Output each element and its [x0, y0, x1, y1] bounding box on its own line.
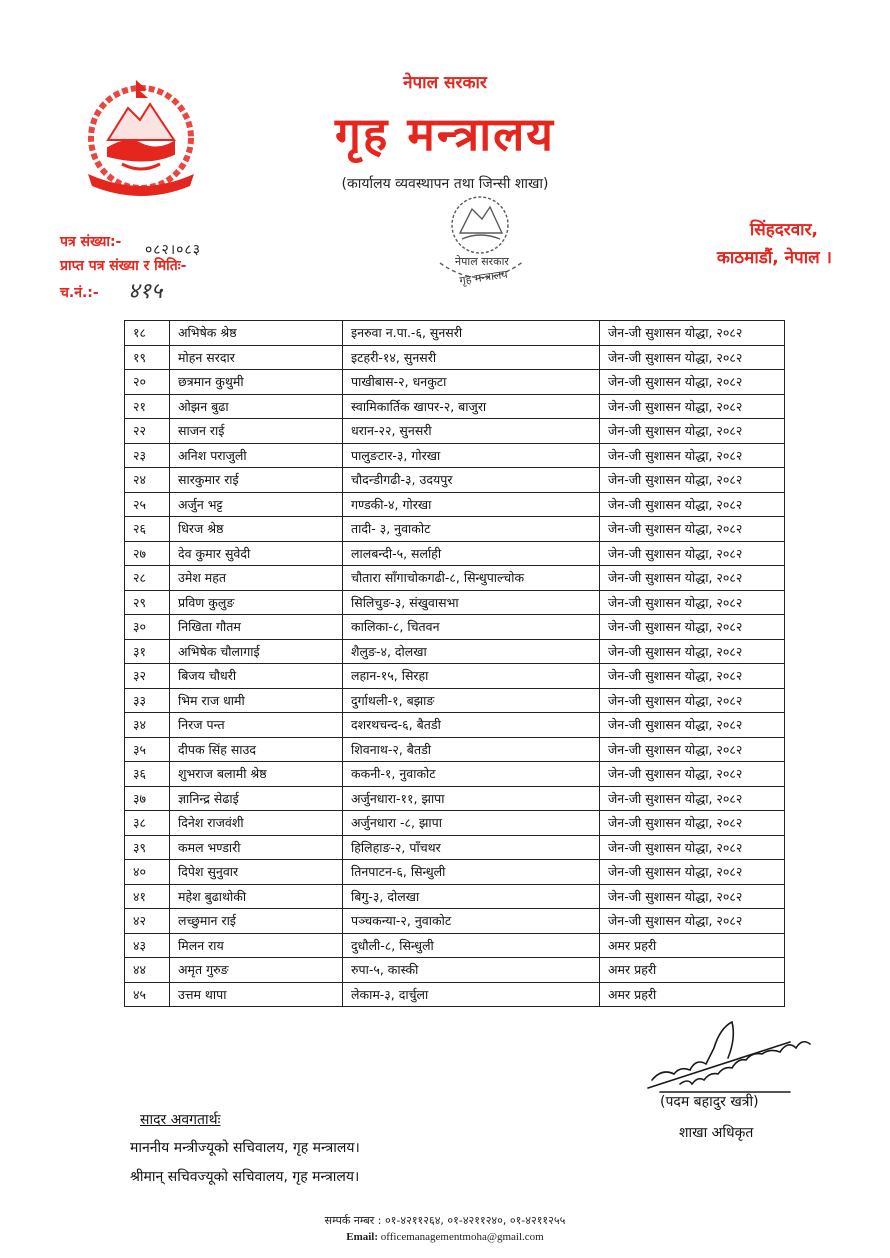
- address-cell: शिवनाथ-२, बैतडी: [343, 737, 600, 762]
- serial-number-cell: २५: [125, 492, 170, 517]
- name-cell: मोहन सरदार: [170, 345, 343, 370]
- name-cell: अभिषेक चौलागाई: [170, 639, 343, 664]
- table-row: [125, 933, 785, 958]
- table-row: [125, 345, 785, 370]
- table-row: [125, 590, 785, 615]
- award-cell: जेन-जी सुशासन योद्धा, २०८२: [600, 419, 785, 444]
- award-cell: जेन-जी सुशासन योद्धा, २०८२: [600, 517, 785, 542]
- award-cell: जेन-जी सुशासन योद्धा, २०८२: [600, 443, 785, 468]
- letter-number-value: ०८२।०८३: [145, 242, 201, 258]
- serial-number-cell: २२: [125, 419, 170, 444]
- name-cell: ओझन बुढा: [170, 394, 343, 419]
- award-cell: जेन-जी सुशासन योद्धा, २०८२: [600, 688, 785, 713]
- address-cell: तिनपाटन-६, सिन्धुली: [343, 860, 600, 885]
- award-cell: जेन-जी सुशासन योद्धा, २०८२: [600, 492, 785, 517]
- name-cell: उत्तम थापा: [170, 982, 343, 1007]
- name-cell: मिलन राय: [170, 933, 343, 958]
- name-cell: निरज पन्त: [170, 713, 343, 738]
- table-row: [125, 884, 785, 909]
- serial-number-cell: ४०: [125, 860, 170, 885]
- award-cell: जेन-जी सुशासन योद्धा, २०८२: [600, 321, 785, 346]
- name-cell: लच्छुमान राई: [170, 909, 343, 934]
- serial-number-cell: ३९: [125, 835, 170, 860]
- table-row: [125, 639, 785, 664]
- address-cell: स्वामिकार्तिक खापर-२, बाजुरा: [343, 394, 600, 419]
- name-cell: महेश बुढाथोकी: [170, 884, 343, 909]
- address-cell: पञ्चकन्या-२, नुवाकोट: [343, 909, 600, 934]
- address-cell: शैलुङ-४, दोलखा: [343, 639, 600, 664]
- serial-number-cell: ४२: [125, 909, 170, 934]
- table-row: [125, 492, 785, 517]
- address-cell: पालुङटार-३, गोरखा: [343, 443, 600, 468]
- table-row: [125, 909, 785, 934]
- address-cell: इनरुवा न.पा.-६, सुनसरी: [343, 321, 600, 346]
- signer-title: शाखा अधिकृत: [679, 1125, 754, 1141]
- name-cell: छत्रमान कुथुमी: [170, 370, 343, 395]
- stamp-emblem-icon: [432, 193, 532, 293]
- received-letter-label: प्राप्त पत्र संख्या र मितिः-: [60, 258, 187, 274]
- name-cell: उमेश महत: [170, 566, 343, 591]
- address-cell: दुर्गाथली-१, बझाङ: [343, 688, 600, 713]
- table-row: [125, 615, 785, 640]
- email-address[interactable]: officemanagementmoha@gmail.com: [380, 1231, 544, 1243]
- serial-number-cell: २६: [125, 517, 170, 542]
- address-cell: तादी- ३, नुवाकोट: [343, 517, 600, 542]
- serial-number-cell: २८: [125, 566, 170, 591]
- award-cell: जेन-जी सुशासन योद्धा, २०८२: [600, 566, 785, 591]
- name-cell: दीपक सिंह साउद: [170, 737, 343, 762]
- name-cell: प्रविण कुलुङ: [170, 590, 343, 615]
- award-cell: जेन-जी सुशासन योद्धा, २०८२: [600, 884, 785, 909]
- table-row: [125, 443, 785, 468]
- address-cell: लहान-१५, सिरहा: [343, 664, 600, 689]
- stamp-text-top: नेपाल सरकार: [455, 255, 509, 268]
- address-cell: इटहरी-१४, सुनसरी: [343, 345, 600, 370]
- table-row: [125, 811, 785, 836]
- serial-number-cell: २०: [125, 370, 170, 395]
- award-cell: अमर प्रहरी: [600, 982, 785, 1007]
- table-body: [125, 321, 785, 1007]
- table-row: [125, 468, 785, 493]
- award-cell: जेन-जी सुशासन योद्धा, २०८२: [600, 737, 785, 762]
- serial-number-cell: ३२: [125, 664, 170, 689]
- award-cell: जेन-जी सुशासन योद्धा, २०८२: [600, 835, 785, 860]
- award-cell: जेन-जी सुशासन योद्धा, २०८२: [600, 811, 785, 836]
- award-cell: अमर प्रहरी: [600, 933, 785, 958]
- email-line: [0, 1231, 890, 1243]
- serial-number-cell: ४१: [125, 884, 170, 909]
- address-cell: ककनी-१, नुवाकोट: [343, 762, 600, 787]
- name-cell: अभिषेक श्रेष्ठ: [170, 321, 343, 346]
- dispatch-number-label: च.नं.:-: [60, 285, 99, 301]
- cc-line-minister: माननीय मन्त्रीज्यूको सचिवालय, गृह मन्त्रालय।: [130, 1140, 360, 1156]
- cc-line-secretary: श्रीमान् सचिवज्यूको सचिवालय, गृह मन्त्रालय।: [130, 1169, 360, 1185]
- official-stamp: [432, 193, 532, 293]
- name-cell: शुभराज बलामी श्रेष्ठ: [170, 762, 343, 787]
- table-row: [125, 394, 785, 419]
- serial-number-cell: ३०: [125, 615, 170, 640]
- award-cell: जेन-जी सुशासन योद्धा, २०८२: [600, 713, 785, 738]
- table-row: [125, 541, 785, 566]
- serial-number-cell: ४४: [125, 958, 170, 983]
- address-cell: लालबन्दी-५, सर्लाही: [343, 541, 600, 566]
- ministry-title: गृह मन्त्रालय: [335, 107, 555, 161]
- serial-number-cell: ३५: [125, 737, 170, 762]
- serial-number-cell: ३८: [125, 811, 170, 836]
- serial-number-cell: ३६: [125, 762, 170, 787]
- award-cell: अमर प्रहरी: [600, 958, 785, 983]
- award-cell: जेन-जी सुशासन योद्धा, २०८२: [600, 615, 785, 640]
- serial-number-cell: ३३: [125, 688, 170, 713]
- email-label: Email:: [346, 1231, 379, 1243]
- table-row: [125, 982, 785, 1007]
- name-cell: दिपेश सुनुवार: [170, 860, 343, 885]
- serial-number-cell: २९: [125, 590, 170, 615]
- address-cell: अर्जुनधारा-११, झापा: [343, 786, 600, 811]
- address-cell: चौदन्डीगढी-३, उदयपुर: [343, 468, 600, 493]
- award-cell: जेन-जी सुशासन योद्धा, २०८२: [600, 370, 785, 395]
- address-line-1: सिंहदरवार,: [749, 220, 818, 240]
- award-cell: जेन-जी सुशासन योद्धा, २०८२: [600, 786, 785, 811]
- signature-scribble: [640, 1018, 830, 1096]
- contact-numbers: सम्पर्क नम्बर : ०१-४२११२६४, ०१-४२११२४०, ०१-४२११२५५: [324, 1214, 566, 1227]
- address-cell: धरान-२२, सुनसरी: [343, 419, 600, 444]
- serial-number-cell: ३१: [125, 639, 170, 664]
- table-row: [125, 835, 785, 860]
- award-cell: जेन-जी सुशासन योद्धा, २०८२: [600, 762, 785, 787]
- branch-subtitle: (कार्यालय व्यवस्थापन तथा जिन्सी शाखा): [341, 176, 549, 192]
- name-cell: ज्ञानिन्द्र सेढाई: [170, 786, 343, 811]
- name-cell: भिम राज धामी: [170, 688, 343, 713]
- award-cell: जेन-जी सुशासन योद्धा, २०८२: [600, 468, 785, 493]
- recipients-table: [124, 320, 785, 1007]
- dispatch-number-value: ४१५: [128, 279, 163, 304]
- table-row: [125, 664, 785, 689]
- stamp-text-bottom: गृह मन्त्रालय: [458, 267, 509, 288]
- name-cell: अनिश पराजुली: [170, 443, 343, 468]
- name-cell: धिरज श्रेष्ठ: [170, 517, 343, 542]
- address-cell: गण्डकी-४, गोरखा: [343, 492, 600, 517]
- table-row: [125, 566, 785, 591]
- award-cell: जेन-जी सुशासन योद्धा, २०८२: [600, 860, 785, 885]
- serial-number-cell: १८: [125, 321, 170, 346]
- signer-name: (पदम बहादुर खत्री): [660, 1094, 759, 1110]
- table-row: [125, 958, 785, 983]
- address-cell: पाखीबास-२, धनकुटा: [343, 370, 600, 395]
- letter-number-label: पत्र संख्या:-: [60, 234, 122, 250]
- serial-number-cell: २३: [125, 443, 170, 468]
- name-cell: सारकुमार राई: [170, 468, 343, 493]
- award-cell: जेन-जी सुशासन योद्धा, २०८२: [600, 639, 785, 664]
- table-row: [125, 419, 785, 444]
- serial-number-cell: १९: [125, 345, 170, 370]
- award-cell: जेन-जी सुशासन योद्धा, २०८२: [600, 909, 785, 934]
- name-cell: देव कुमार सुवेदी: [170, 541, 343, 566]
- address-cell: दशरथचन्द-६, बैतडी: [343, 713, 600, 738]
- name-cell: निखिता गौतम: [170, 615, 343, 640]
- cc-heading: सादर अवगतार्थः: [140, 1112, 221, 1128]
- award-cell: जेन-जी सुशासन योद्धा, २०८२: [600, 541, 785, 566]
- name-cell: दिनेश राजवंशी: [170, 811, 343, 836]
- address-cell: बिगु-३, दोलखा: [343, 884, 600, 909]
- address-cell: सिलिचुङ-३, संखुवासभा: [343, 590, 600, 615]
- address-cell: चौतारा साँगाचोकगढी-८, सिन्धुपाल्चोक: [343, 566, 600, 591]
- table-row: [125, 321, 785, 346]
- address-cell: लेकाम-३, दार्चुला: [343, 982, 600, 1007]
- table-row: [125, 688, 785, 713]
- table-row: [125, 737, 785, 762]
- address-cell: रुपा-५, कास्की: [343, 958, 600, 983]
- table-row: [125, 860, 785, 885]
- name-cell: बिजय चौधरी: [170, 664, 343, 689]
- table-row: [125, 713, 785, 738]
- table-row: [125, 786, 785, 811]
- serial-number-cell: ४३: [125, 933, 170, 958]
- name-cell: कमल भण्डारी: [170, 835, 343, 860]
- address-line-2: काठमाडौं, नेपाल ।: [716, 248, 832, 268]
- serial-number-cell: २७: [125, 541, 170, 566]
- serial-number-cell: ३४: [125, 713, 170, 738]
- table-row: [125, 370, 785, 395]
- table-row: [125, 517, 785, 542]
- address-cell: कालिका-८, चितवन: [343, 615, 600, 640]
- serial-number-cell: २४: [125, 468, 170, 493]
- name-cell: अर्जुन भट्ट: [170, 492, 343, 517]
- award-cell: जेन-जी सुशासन योद्धा, २०८२: [600, 394, 785, 419]
- address-cell: अर्जुनधारा -८, झापा: [343, 811, 600, 836]
- table-row: [125, 762, 785, 787]
- serial-number-cell: २१: [125, 394, 170, 419]
- award-cell: जेन-जी सुशासन योद्धा, २०८२: [600, 664, 785, 689]
- government-title: नेपाल सरकार: [403, 73, 487, 93]
- serial-number-cell: ४५: [125, 982, 170, 1007]
- award-cell: जेन-जी सुशासन योद्धा, २०८२: [600, 590, 785, 615]
- serial-number-cell: ३७: [125, 786, 170, 811]
- name-cell: साजन राई: [170, 419, 343, 444]
- address-cell: दुधौली-८, सिन्धुली: [343, 933, 600, 958]
- name-cell: अमृत गुरुङ: [170, 958, 343, 983]
- address-cell: हिलिहाङ-२, पाँचथर: [343, 835, 600, 860]
- award-cell: जेन-जी सुशासन योद्धा, २०८२: [600, 345, 785, 370]
